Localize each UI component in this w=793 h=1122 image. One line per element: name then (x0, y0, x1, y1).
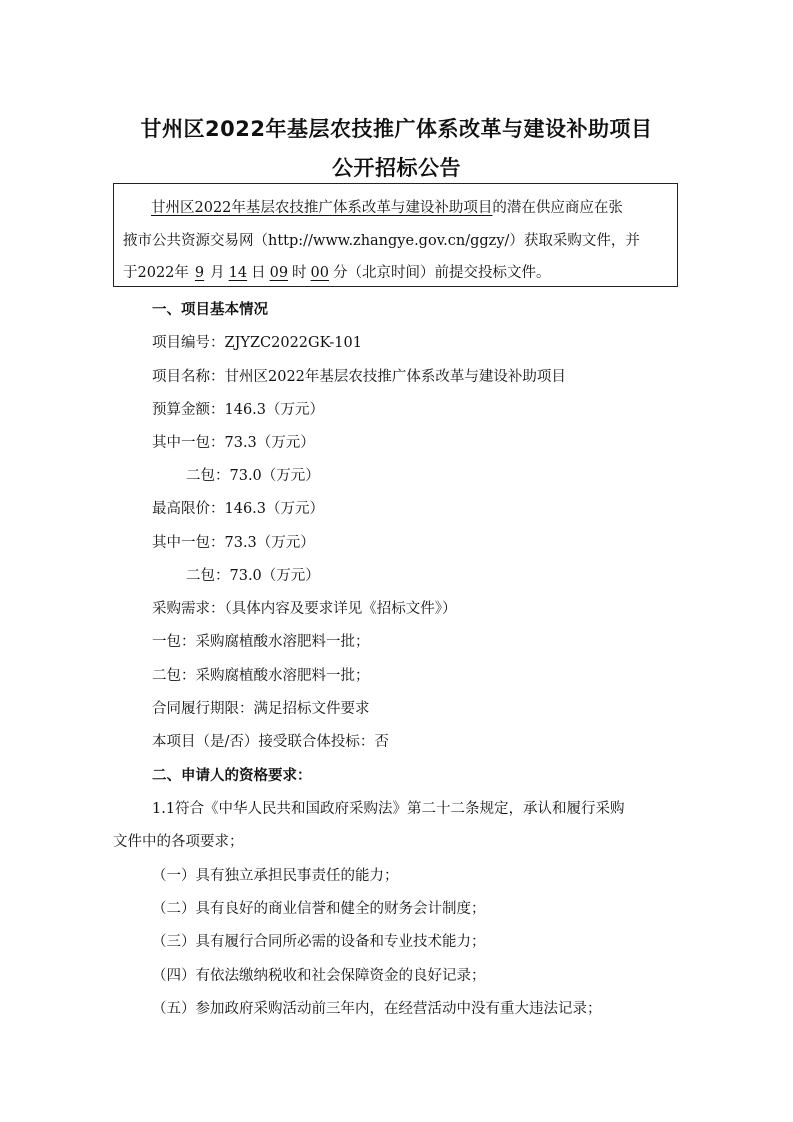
deadline-day-unit: 日 (251, 265, 266, 281)
project-name: 项目名称：甘州区2022年基层农技推广体系改革与建设补助项目 (152, 369, 566, 385)
deadline-hour-unit: 时 (292, 265, 307, 281)
contract-period: 合同履行期限：满足招标文件要求 (152, 701, 370, 717)
procurement-demand: 采购需求：（具体内容及要求详见《招标文件》） (152, 601, 457, 617)
max-price-package1: 其中一包：73.3（万元） (152, 535, 315, 551)
requirement-item-3: （三）具有履行合同所必需的设备和专业技术能力； (152, 934, 486, 950)
notice-after-name: 的潜在供应商应在张 (492, 200, 623, 216)
demand-package2: 二包：采购腐植酸水溶肥料一批； (152, 668, 370, 684)
deadline-hour: 09 (269, 265, 289, 281)
document-title-line1: 甘州区2022年基层农技推广体系改革与建设补助项目 (140, 117, 653, 141)
notice-line-3 (123, 261, 551, 282)
deadline-day: 14 (228, 265, 248, 281)
requirement-item-1: （一）具有独立承担民事责任的能力； (152, 868, 399, 884)
deadline-minute: 00 (310, 265, 329, 281)
demand-package1: 一包：采购腐植酸水溶肥料一批； (152, 634, 370, 650)
requirement-line2: 文件中的各项要求； (113, 834, 244, 850)
deadline-month: 9 (194, 265, 205, 281)
notice-project-name: 甘州区2022年基层农技推广体系改革与建设补助项目 (151, 200, 493, 216)
notice-box (113, 183, 678, 287)
requirement-item-2: （二）具有良好的商业信誉和健全的财务会计制度； (152, 901, 486, 917)
max-price: 最高限价：146.3（万元） (152, 501, 325, 517)
notice-line-1 (151, 196, 623, 217)
requirement-line1: 1.1符合《中华人民共和国政府采购法》第二十二条规定，承认和履行采购 (152, 801, 625, 817)
budget-package1: 其中一包：73.3（万元） (152, 435, 315, 451)
project-number: 项目编号：ZJYZC2022GK-101 (152, 335, 362, 351)
requirement-item-5: （五）参加政府采购活动前三年内，在经营活动中没有重大违法记录； (152, 1001, 602, 1017)
document-title-line2: 公开招标公告 (332, 156, 461, 180)
deadline-prefix: 于2022年 (123, 265, 189, 281)
section1-heading: 一、项目基本情况 (152, 302, 268, 318)
budget-amount: 预算金额：146.3（万元） (152, 402, 325, 418)
budget-package2: 二包：73.0（万元） (186, 468, 320, 484)
deadline-month-unit: 月 (210, 265, 225, 281)
section2-heading: 二、申请人的资格要求： (152, 768, 312, 784)
requirement-item-4: （四）有依法缴纳税收和社会保障资金的良好记录； (152, 968, 486, 984)
deadline-suffix: 分（北京时间）前提交投标文件。 (333, 265, 551, 281)
consortium-bidding: 本项目（是/否）接受联合体投标：否 (152, 734, 389, 750)
max-price-package2: 二包：73.0（万元） (186, 568, 320, 584)
notice-line-2: 掖市公共资源交易网（http://www.zhangye.gov.cn/ggzy/）获取采购文件，并 (123, 233, 640, 249)
